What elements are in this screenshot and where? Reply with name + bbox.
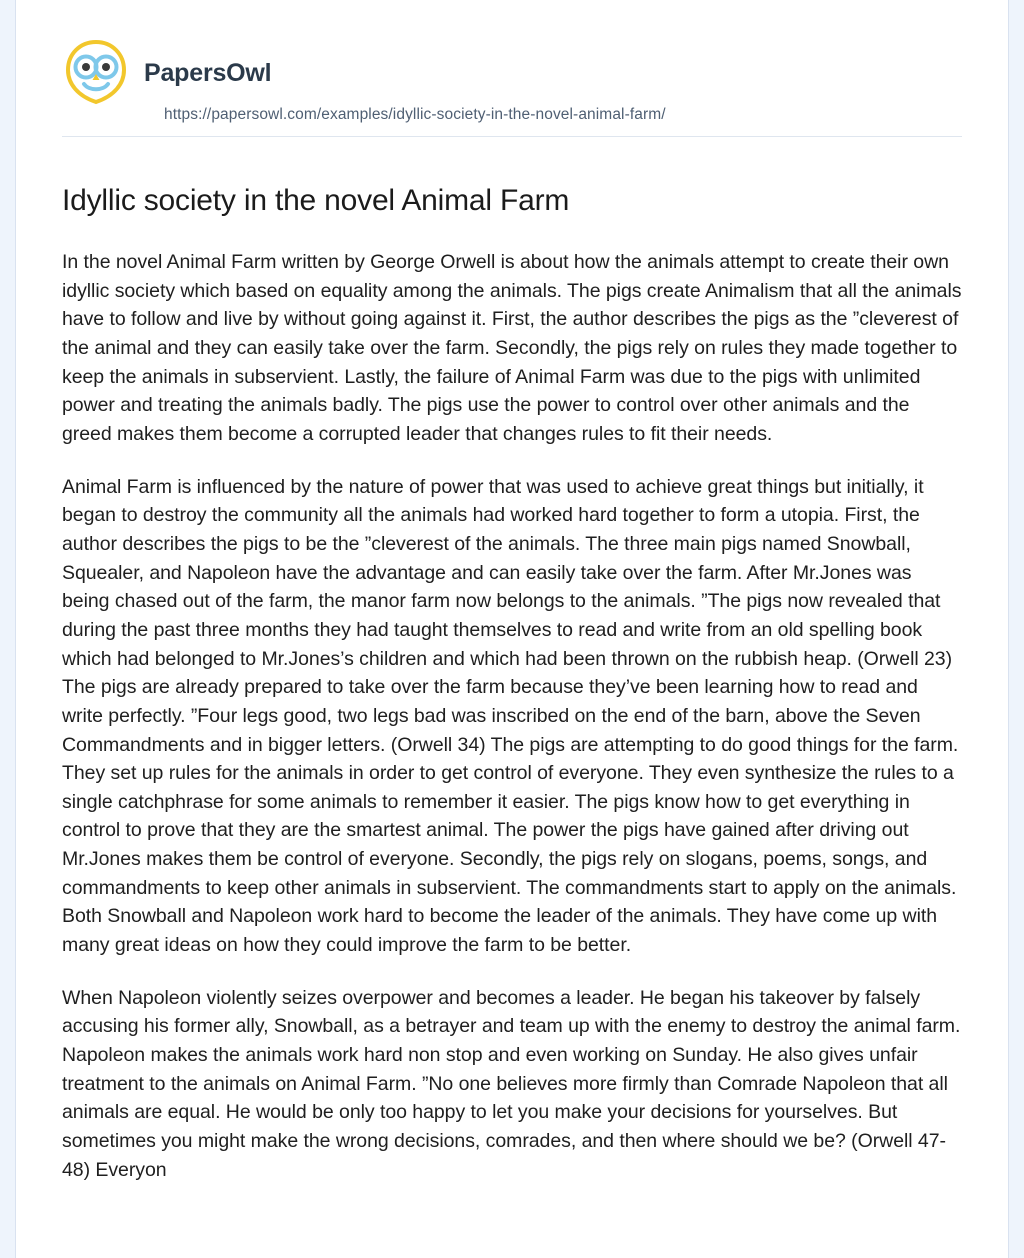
brand-logo-group[interactable] [62, 38, 271, 106]
source-url[interactable]: https://papersowl.com/examples/idyllic-society-in-the-novel-animal-farm/ [164, 106, 666, 123]
paragraph: In the novel Animal Farm written by George Orwell is about how the animals attempt to create their own idyllic society which based on equality among the animals. The pigs create Animalism that all the animals have to follow and live by without going against it. First, the author describes the pigs as the ”cleverest of the animal and they can easily take over the farm. Secondly, the pigs rely on rules they made together to keep the animals in subservient. Lastly, the failure of Animal Farm was due to the pigs with unlimited power and treating the animals badly. The pigs use the power to control over other animals and the greed makes them become a corrupted leader that changes rules to fit their needs. [62, 251, 962, 445]
document-body [62, 248, 962, 1184]
paragraph: Animal Farm is influenced by the nature of power that was used to achieve great things but initially, it began to destroy the community all the animals had worked hard together to form a utopia. First, the author describes the pigs to be the ”cleverest of the animals. The three main pigs named Snowball, Squealer, and Napoleon have the advantage and can easily take over the farm. After Mr.Jones was being chased out of the farm, the manor farm now belongs to the animals. ”The pigs now revealed that during the past three months they had taught themselves to read and write from an old spelling book which had belonged to Mr.Jones’s children and which had been thrown on the rubbish heap. (Orwell 23) The pigs are already prepared to take over the farm because they’ve been learning how to read and write perfectly. ”Four legs good, two legs bad was inscribed on the end of the barn, above the Seven Commandments and in bigger letters. (Orwell 34) The pigs are attempting to do good things for the farm. They set up rules for the animals in order to get control of everyone. They even synthesize the rules to a single catchphrase for some animals to remember it easier. The pigs know how to get everything in control to prove that they are the smartest animal. The power the pigs have gained after driving out Mr.Jones makes them be control of everyone. Secondly, the pigs rely on slogans, poems, songs, and commandments to keep other animals in subservient. The commandments start to apply on the animals. Both Snowball and Napoleon work hard to become the leader of the animals. They have come up with many great ideas on how they could improve the farm to be better. [62, 475, 959, 957]
page-title: Idyllic society in the novel Animal Farm [62, 184, 570, 217]
paragraph: When Napoleon violently seizes overpower and becomes a leader. He began his takeover by falsely accusing his former ally, Snowball, as a betrayer and team up with the enemy to destroy the animal farm. Napoleon makes the animals work hard non stop and even working on Sunday. He also gives unfair treatment to the animals on Animal Farm. ”No one believes more firmly than Comrade Napoleon that all animals are equal. He would be only too happy to let you make your decisions for yourselves. But sometimes you might make the wrong decisions, comrades, and then where should we be? (Orwell 47-48) Everyon [62, 986, 961, 1181]
header-divider [62, 136, 962, 137]
bottom-fade [16, 1192, 1008, 1258]
owl-logo-icon [62, 38, 130, 106]
brand-name: PapersOwl [144, 58, 272, 87]
document-header [16, 0, 1008, 106]
document-sheet [16, 0, 1008, 1258]
